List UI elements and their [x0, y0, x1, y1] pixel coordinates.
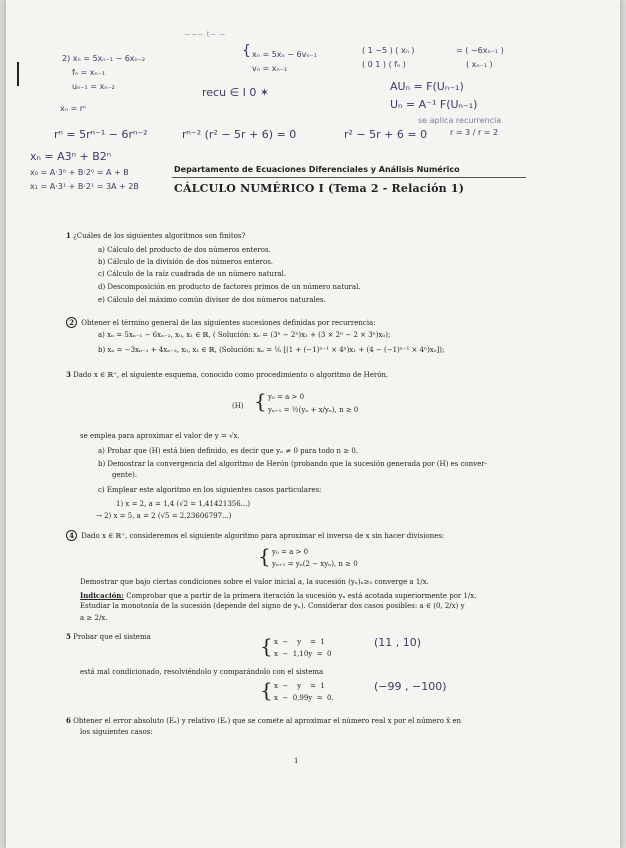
- problem-3-number: 3: [66, 370, 71, 379]
- problem-5-question: [66, 632, 151, 642]
- problem-5-text: Probar que el sistema: [73, 633, 151, 641]
- problem-1-question: [66, 231, 245, 241]
- system-2-line-2: x − 0,99y = 0.: [274, 694, 334, 702]
- handwritten-system-1: xₙ = 5xₙ − 6vₙ₋₁: [252, 50, 317, 59]
- heron-brace: {: [254, 389, 267, 413]
- handwritten-aun-3: se aplica recurrencia: [418, 116, 502, 125]
- handwritten-recurrence-3: uₙ₋₁ = xₙ₋₂: [72, 82, 115, 91]
- problem-1-text: ¿Cuáles de los siguientes algoritmos son finitos?: [73, 232, 246, 240]
- problem-4-hint-label: Indicación:: [80, 591, 124, 600]
- system-1-line-1: x − y = 1: [274, 638, 325, 646]
- system-2-line-1: x − y = 1: [274, 682, 325, 690]
- problem-4-number: 4: [66, 530, 77, 541]
- handwritten-roots: r = 3 / r = 2: [450, 128, 499, 137]
- problem-3-question: [66, 370, 388, 380]
- problem-1-number: 1: [66, 231, 71, 240]
- problem-2-number: 2: [66, 317, 77, 328]
- problem-1-item-a: a) Cálculo del producto de dos números enteros.: [98, 246, 271, 254]
- problem-4-brace: {: [258, 544, 271, 568]
- document-title: CÁLCULO NUMÉRICO I (Tema 2 - Relación 1): [174, 182, 465, 195]
- problem-3-item-b-cont: gente).: [112, 471, 138, 479]
- handwritten-matrix-right-2: ( xₙ₋₁ ): [466, 60, 493, 69]
- handwritten-matrix-right: = ( −6xₙ₋₁ ): [456, 46, 504, 55]
- problem-3-case-2: → 2) x = 5, a = 2 (√5 = 2,23606797...): [96, 512, 232, 520]
- heron-label: (H): [232, 402, 244, 410]
- problem-4-monotonicity-cont: a ≥ 2/x.: [80, 614, 108, 622]
- problem-6-text-cont: los siguientes casos:: [80, 728, 153, 736]
- system-2-brace: {: [260, 678, 273, 702]
- document-page: [6, 0, 620, 848]
- problem-4-text: Dado x ∈ ℝ⁺, consideremos el siguiente algoritmo para aproximar el inverso de x sin hacer divisiones:: [81, 532, 445, 540]
- handwritten-matrix-left-2: ( 0 1 ) ( fₙ ): [362, 60, 406, 69]
- problem-4-hint: [80, 591, 476, 601]
- handwritten-aun-2: Uₙ = A⁻¹ F(Uₙ₋₁): [390, 98, 478, 111]
- margin-pen-mark: [17, 62, 19, 86]
- problem-3-case-1: 1) x = 2, a = 1,4 (√2 = 1,41421356...): [116, 500, 251, 508]
- problem-5-number: 5: [66, 632, 71, 641]
- handwritten-answer-2: (−99 , −100): [374, 680, 447, 693]
- handwritten-characteristic-3: r² − 5r + 6 = 0: [344, 128, 428, 141]
- faint-handwriting: ~~~ t~ ~: [184, 30, 226, 39]
- problem-1-item-e: e) Cálculo del máximo común divisor de dos números naturales.: [98, 296, 326, 304]
- system-1-brace: {: [260, 634, 273, 658]
- handwritten-recurrence-1: 2) xₙ = 5xₙ₋₁ − 6xₙ₋₂: [62, 54, 146, 63]
- problem-3-item-c: c) Emplear este algoritmo en los siguientes casos particulares:: [98, 486, 322, 494]
- problem-6-question: [66, 716, 461, 726]
- handwritten-recurrence-2: fₙ = xₙ₋₁: [72, 68, 106, 77]
- problem-4-monotonicity: Estudiar la monotonía de la sucesión (depende del signo de yₙ). Considerar dos casos posibles: a ∈ (0, 2/x) y: [80, 602, 465, 610]
- problem-4-question: [66, 530, 444, 541]
- handwritten-aun-1: AUₙ = F(Uₙ₋₁): [390, 80, 464, 93]
- handwritten-system-2: vₙ = xₙ₋₁: [252, 64, 288, 73]
- handwritten-solution-3: x₁ = A·3¹ + B·2¹ = 3A + 2B: [30, 182, 139, 191]
- problem-3-use: se emplea para aproximar el valor de y = √x.: [80, 432, 240, 440]
- problem-4-statement: Demostrar que bajo ciertas condiciones sobre el valor inicial a, la sucesión (yₙ)ₙ≥₀ converge a 1/x.: [80, 578, 429, 586]
- handwritten-brace: {: [242, 43, 251, 59]
- heron-equation-1: y₀ = a > 0: [268, 393, 305, 401]
- problem-4-equation-2: yₙ₊₁ = yₙ(2 − xyₙ), n ≥ 0: [272, 560, 358, 568]
- handwritten-xn-rn: xₙ = rⁿ: [60, 104, 87, 113]
- handwritten-solution-2: x₀ = A·3⁰ + B·2⁰ = A + B: [30, 168, 129, 177]
- page-number: 1: [294, 757, 299, 765]
- problem-1-item-c: c) Cálculo de la raíz cuadrada de un número natural.: [98, 270, 287, 278]
- handwritten-matrix-left: ( 1 −5 ) ( xₙ ): [362, 46, 415, 55]
- system-1-line-2: x − 1,10y = 0: [274, 650, 332, 658]
- problem-2-text: Obtener el término general de las siguientes sucesiones definidas por recurrencia:: [81, 319, 376, 327]
- problem-2-question: [66, 317, 376, 328]
- handwritten-solution-1: xₙ = A3ⁿ + B2ⁿ: [30, 150, 112, 163]
- problem-3-item-b: b) Demostrar la convergencia del algoritmo de Herón (probando que la sucesión generada por (H) es conver-: [98, 460, 487, 468]
- problem-2-item-b: b) xₙ = −3xₙ₋₁ + 4xₙ₋₂, x₀, x₁ ∈ ℝ, (Solución: xₙ = ⅕ [(1 + (−1)ⁿ⁻¹ × 4ⁿ)x₁ + (4 − (−1)ⁿ⁻¹ × 4ⁿ)x₀]);: [98, 346, 445, 354]
- problem-3-text: Dado x ∈ ℝ⁺, el siguiente esquema, conocido como procedimiento o algoritmo de Herón,: [73, 371, 389, 379]
- problem-3-item-a: a) Probar que (H) está bien definido, es decir que yₙ ≠ 0 para todo n ≥ 0.: [98, 447, 358, 455]
- handwritten-middle-note: recu ∈ I 0 ✶: [202, 86, 270, 99]
- problem-4-hint-text: Comprobar que a partir de la primera iteración la sucesión yₙ está acotada superiormente por 1/x.: [123, 592, 477, 600]
- problem-4-equation-1: y₀ = a > 0: [272, 548, 309, 556]
- problem-1-item-d: d) Descomposición en producto de factores primos de un número natural.: [98, 283, 361, 291]
- problem-5-middle-text: está mal condicionado, resolviéndolo y comparándolo con el sistema: [80, 668, 324, 676]
- department-heading: Departamento de Ecuaciones Diferenciales y Análisis Numérico: [174, 165, 460, 174]
- header-rule: [172, 177, 526, 178]
- handwritten-characteristic-2: rⁿ⁻² (r² − 5r + 6) = 0: [182, 128, 297, 141]
- problem-6-number: 6: [66, 716, 71, 725]
- problem-6-text: Obtener el error absoluto (Eₐ) y relativo (Eᵣ) que se comete al aproximar el número real x por el número x̄ en: [73, 717, 462, 725]
- problem-2-item-a: a) xₙ = 5xₙ₋₁ − 6xₙ₋₂, x₀, x₁ ∈ ℝ, ( Solución: xₙ = (3ⁿ − 2ⁿ)x₁ + (3 × 2ⁿ − 2 × 3ⁿ)x₀);: [98, 331, 391, 339]
- heron-equation-2: yₙ₊₁ = ½(yₙ + x/yₙ), n ≥ 0: [268, 406, 359, 414]
- problem-1-item-b: b) Cálculo de la división de dos números enteros.: [98, 258, 274, 266]
- handwritten-characteristic-1: rⁿ = 5rⁿ⁻¹ − 6rⁿ⁻²: [54, 128, 148, 141]
- handwritten-answer-1: (11 , 10): [374, 636, 422, 649]
